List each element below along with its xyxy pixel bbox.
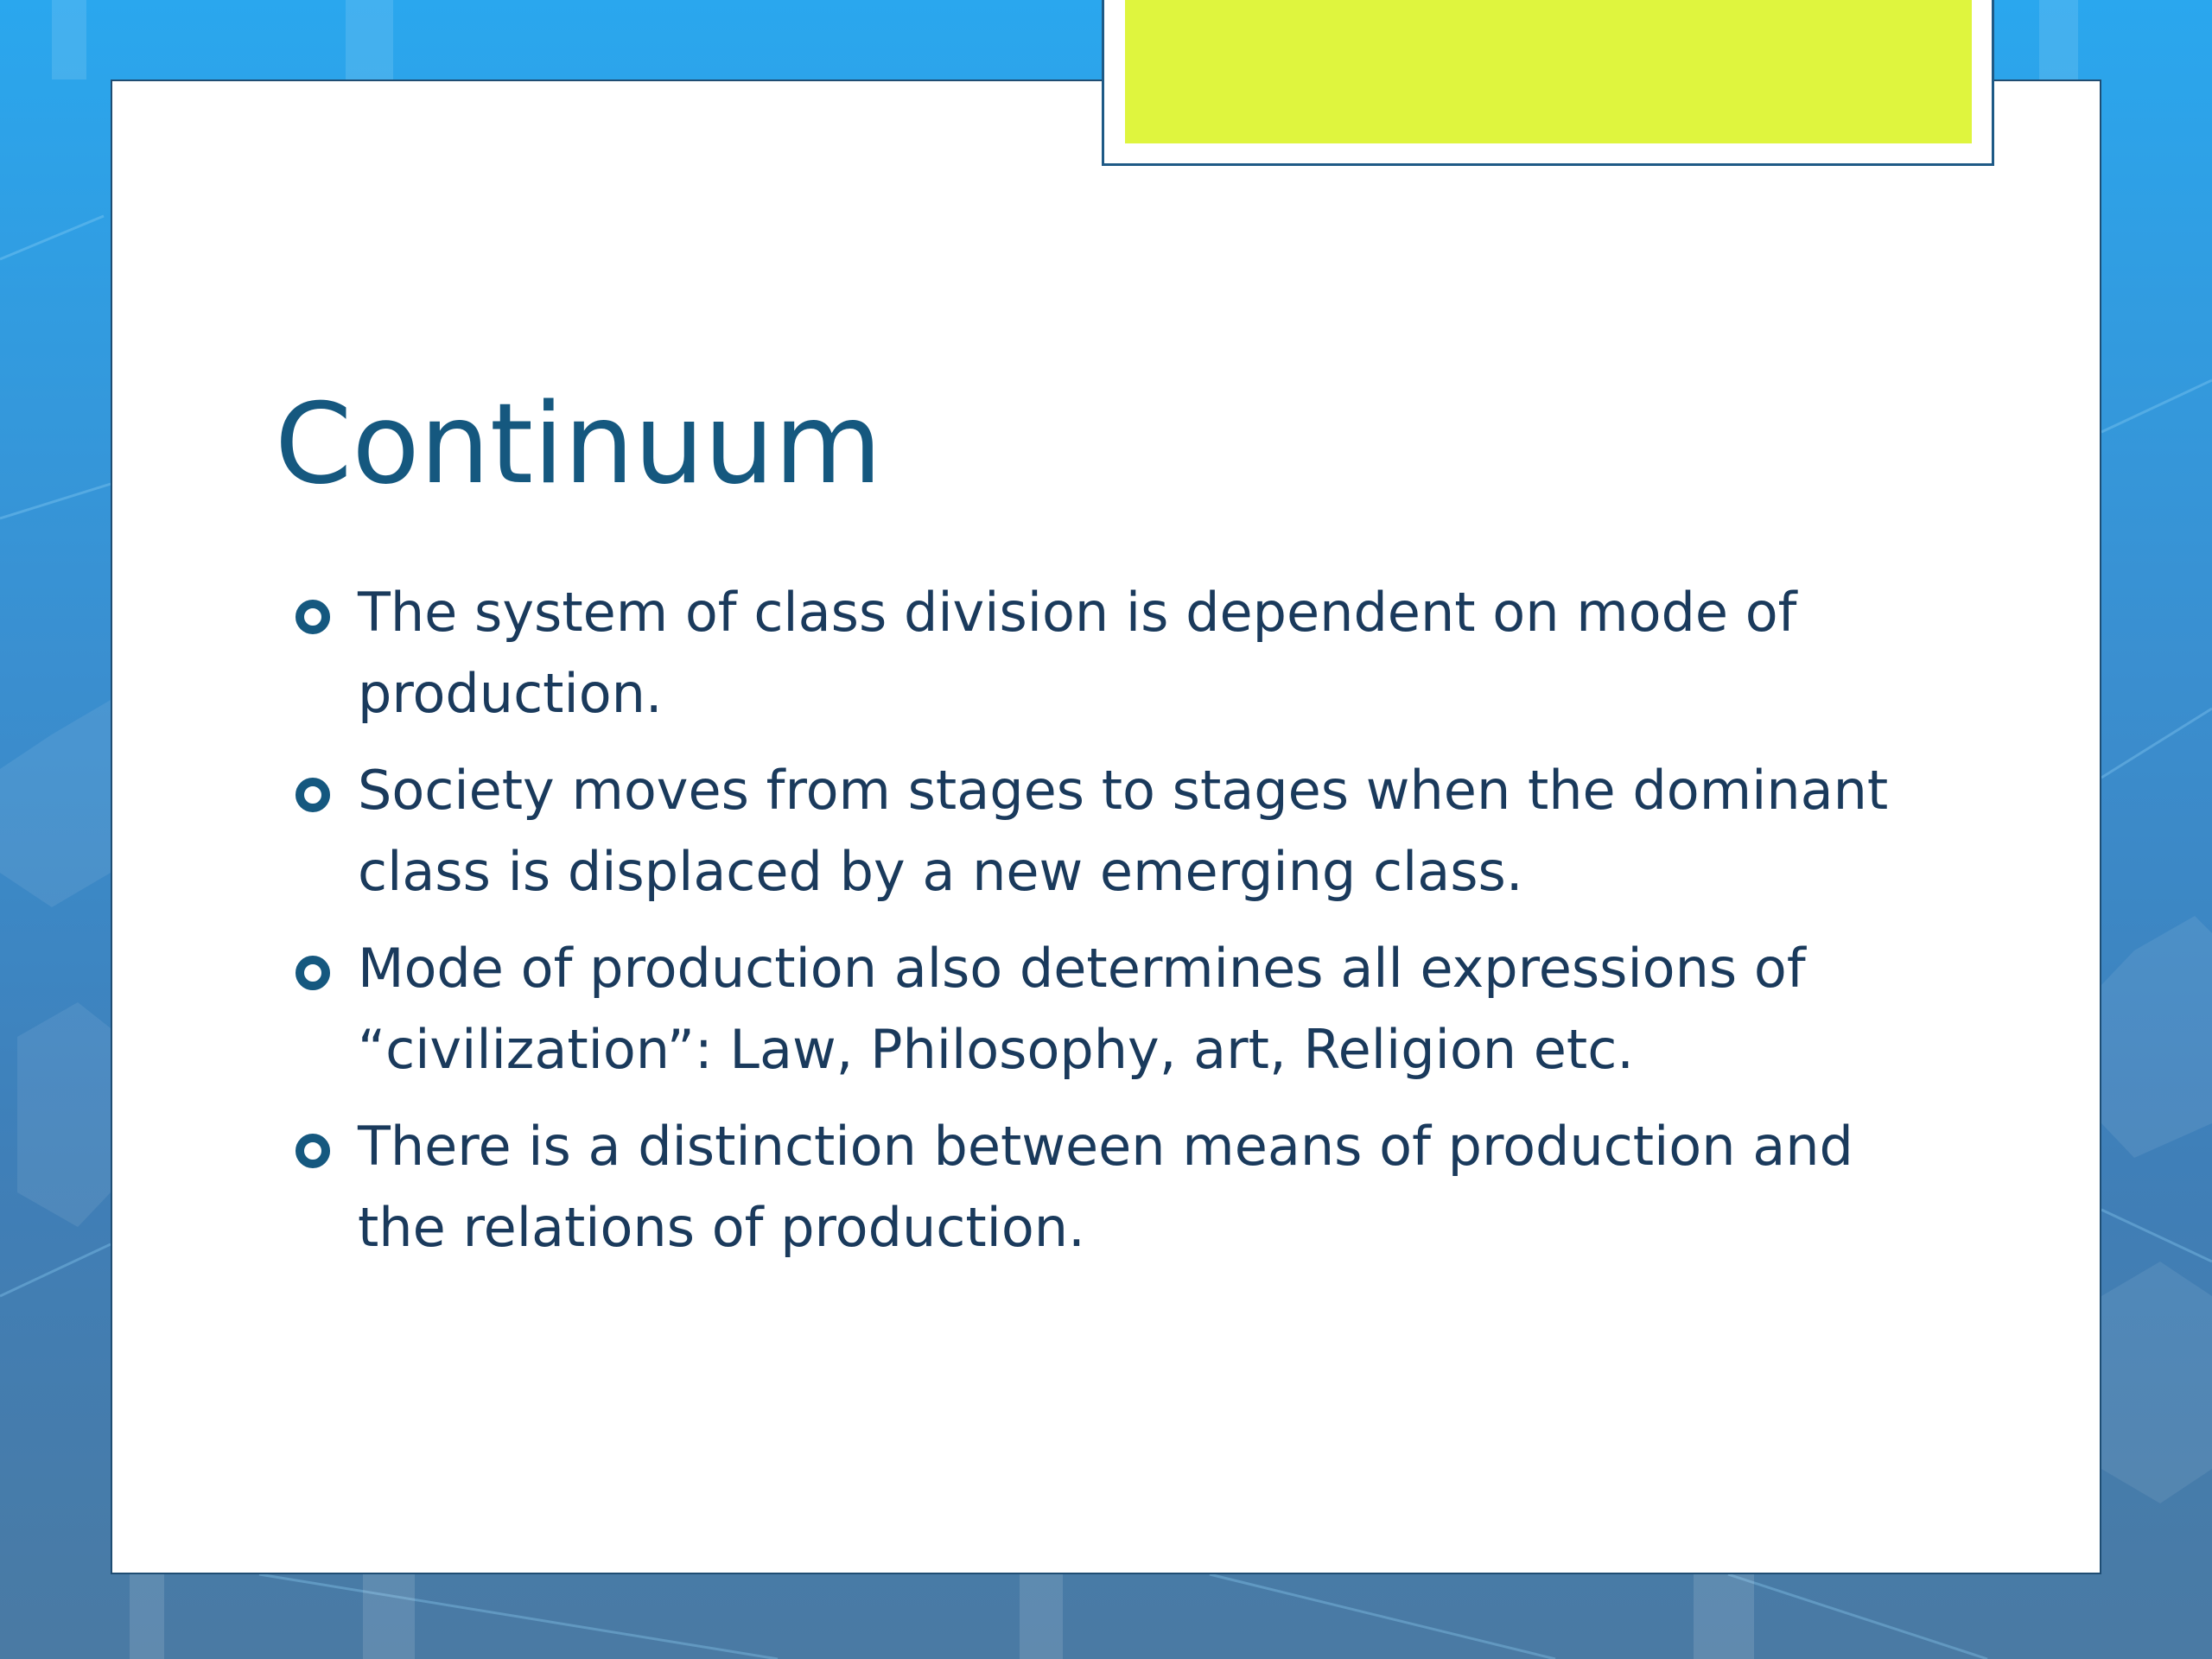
bullet-text: Society moves from stages to stages when the dominant class is displaced by a new emerging class. [358,759,1889,903]
bullet-text: Mode of production also determines all expressions of “civilization”: Law, Philosophy, art, Religion etc. [358,937,1806,1081]
bullet-item [285,1106,1927,1268]
bullet-text: The system of class division is dependent on mode of production. [358,581,1797,725]
ring-bullet-icon [296,1134,330,1168]
bullet-list [285,572,1927,1284]
bullet-item [285,928,1927,1090]
bullet-text: There is a distinction between means of production and the relations of production. [358,1115,1853,1259]
ring-bullet-icon [296,778,330,812]
bullet-item [285,750,1927,912]
ring-bullet-icon [296,956,330,990]
slide-title: Continuum [275,380,882,509]
ring-bullet-icon [296,600,330,634]
accent-block [1125,0,1972,143]
bullet-item [285,572,1927,734]
